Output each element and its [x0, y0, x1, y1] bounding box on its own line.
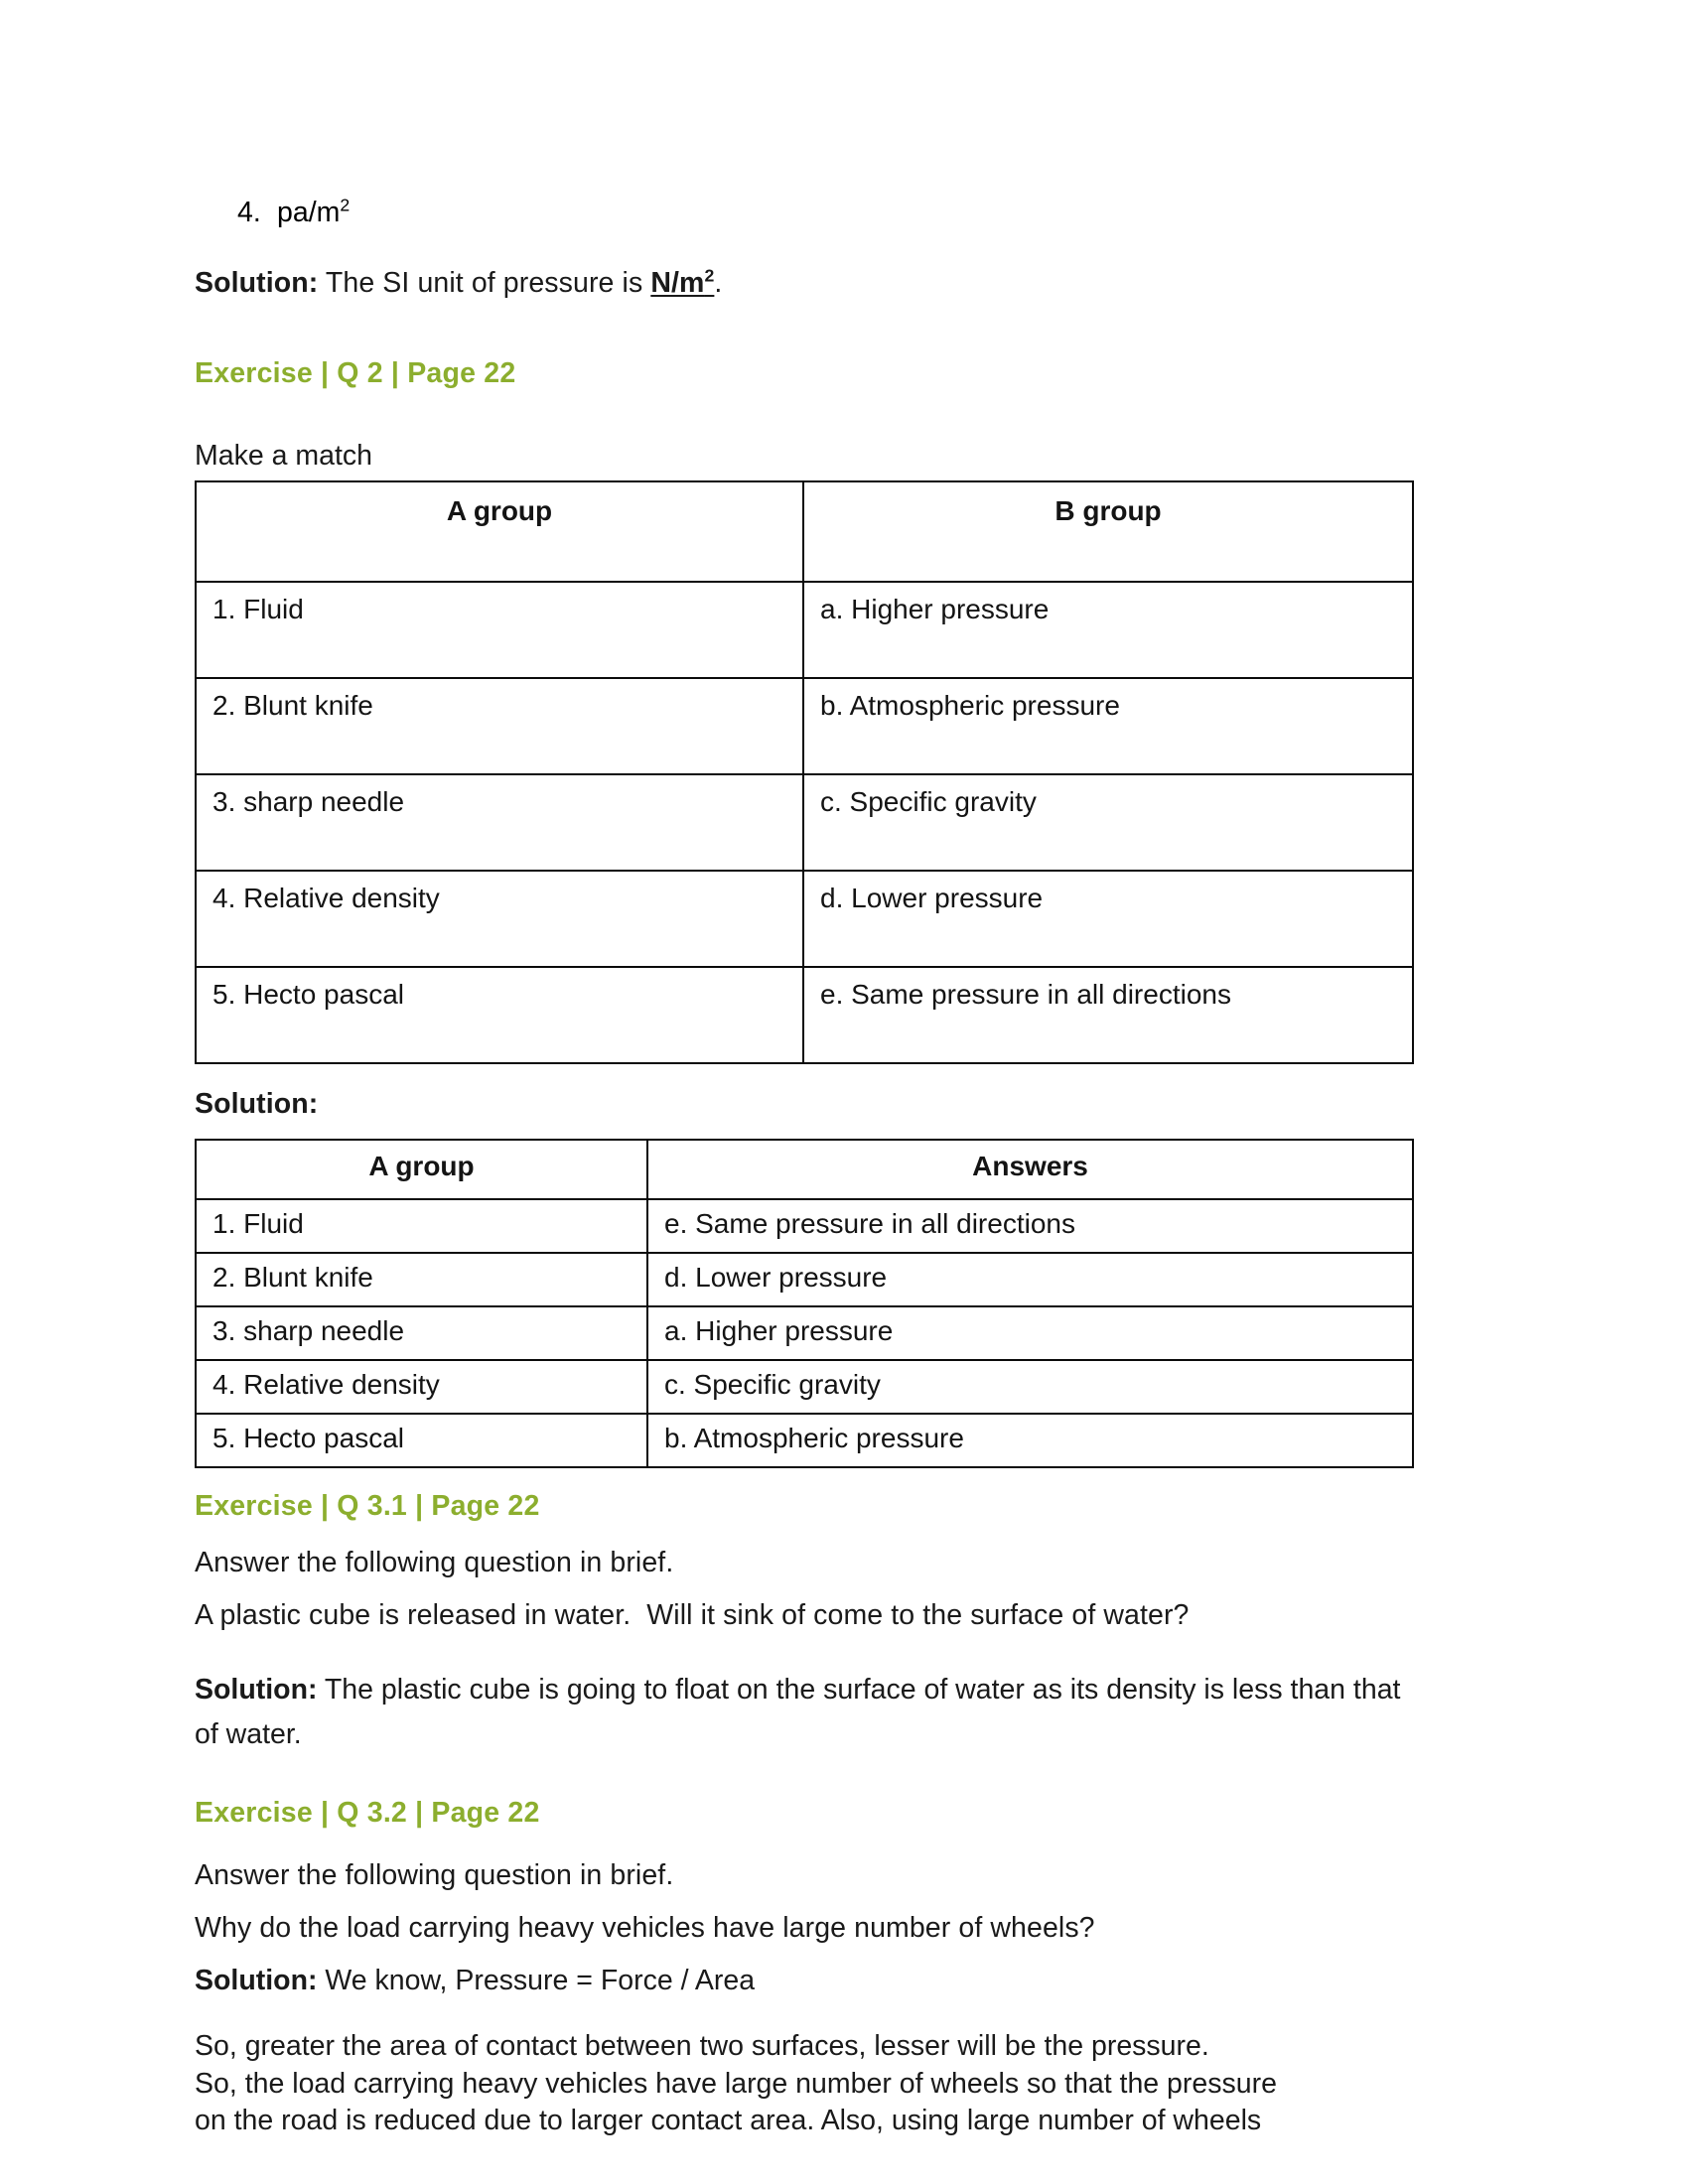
cell-a-group: 1. Fluid — [196, 582, 803, 678]
solution-q1-text-after: . — [714, 267, 723, 300]
q31-solution — [195, 1668, 1419, 1757]
cell-a-group: 4. Relative density — [196, 1360, 647, 1414]
exercise-heading-q32[interactable]: Exercise | Q 3.2 | Page 22 — [195, 1797, 540, 1830]
q2-question-table-wrapper — [195, 480, 1419, 1064]
column-header-answers: Answers — [647, 1140, 1413, 1199]
exercise-heading-q31[interactable]: Exercise | Q 3.1 | Page 22 — [195, 1490, 540, 1523]
q32-solution-text: We know, Pressure = Force / Area — [317, 1965, 756, 1997]
table-row — [196, 1199, 1413, 1253]
q31-question: A plastic cube is released in water. Will it sink of come to the surface of water? — [195, 1599, 1190, 1632]
q32-explanation-line-2: So, the load carrying heavy vehicles have large number of wheels so that the pressure — [195, 2067, 1277, 2100]
table-row — [196, 774, 1413, 871]
solution-label: Solution: — [195, 267, 319, 300]
q2-answer-table-wrapper — [195, 1139, 1419, 1468]
cell-answer: c. Specific gravity — [647, 1360, 1413, 1414]
cell-b-group: b. Atmospheric pressure — [803, 678, 1413, 774]
cell-b-group: a. Higher pressure — [803, 582, 1413, 678]
exercise-heading-q2[interactable]: Exercise | Q 2 | Page 22 — [195, 357, 516, 390]
cell-answer: b. Atmospheric pressure — [647, 1414, 1413, 1467]
q32-explanation — [195, 2028, 1419, 2140]
table-row — [196, 1414, 1413, 1467]
cell-a-group: 1. Fluid — [196, 1199, 647, 1253]
cell-answer: a. Higher pressure — [647, 1306, 1413, 1360]
column-header-a-group: A group — [196, 481, 803, 582]
table-row — [196, 1360, 1413, 1414]
q32-solution — [195, 1963, 1419, 2000]
q31-solution-text: The plastic cube is going to float on the surface of water as its density is less than that of water. — [195, 1674, 1401, 1751]
cell-a-group: 3. sharp needle — [196, 1306, 647, 1360]
q32-question: Why do the load carrying heavy vehicles have large number of wheels? — [195, 1912, 1095, 1945]
option-item-4 — [195, 195, 1419, 231]
option-text-superscript: 2 — [340, 195, 351, 215]
cell-a-group: 3. sharp needle — [196, 774, 803, 871]
cell-a-group: 2. Blunt knife — [196, 678, 803, 774]
solution-q1 — [195, 265, 1419, 302]
cell-b-group: e. Same pressure in all directions — [803, 967, 1413, 1063]
solution-q1-answer-base: N/m — [650, 267, 705, 300]
q31-instruction: Answer the following question in brief. — [195, 1547, 674, 1579]
q2-question-table — [195, 480, 1414, 1064]
option-text — [277, 195, 1419, 231]
cell-b-group: c. Specific gravity — [803, 774, 1413, 871]
cell-a-group: 5. Hecto pascal — [196, 967, 803, 1063]
q32-explanation-line-3: on the road is reduced due to larger contact area. Also, using large number of wheels — [195, 2105, 1262, 2137]
column-header-a-group: A group — [196, 1140, 647, 1199]
table-row — [196, 678, 1413, 774]
cell-a-group: 4. Relative density — [196, 871, 803, 967]
q2-solution-label: Solution: — [195, 1088, 319, 1121]
cell-a-group: 2. Blunt knife — [196, 1253, 647, 1306]
table-row — [196, 967, 1413, 1063]
table-row — [196, 871, 1413, 967]
cell-b-group: d. Lower pressure — [803, 871, 1413, 967]
solution-label: Solution: — [195, 1965, 318, 1997]
table-row — [196, 1253, 1413, 1306]
table-row — [196, 1306, 1413, 1360]
cell-a-group: 5. Hecto pascal — [196, 1414, 647, 1467]
q32-explanation-line-1: So, greater the area of contact between two surfaces, lesser will be the pressure. — [195, 2030, 1209, 2063]
option-text-base: pa/m — [277, 197, 341, 228]
solution-q1-text-before: The SI unit of pressure is — [318, 267, 651, 300]
table-header-row — [196, 1140, 1413, 1199]
solution-q1-answer-superscript: 2 — [704, 265, 715, 286]
column-header-b-group: B group — [803, 481, 1413, 582]
solution-q1-answer — [650, 267, 714, 299]
table-row — [196, 582, 1413, 678]
solution-label: Solution: — [195, 1674, 318, 1706]
cell-answer: e. Same pressure in all directions — [647, 1199, 1413, 1253]
table-header-row — [196, 481, 1413, 582]
page-content — [195, 195, 1419, 2140]
q2-answer-table — [195, 1139, 1414, 1468]
cell-answer: d. Lower pressure — [647, 1253, 1413, 1306]
q2-instruction: Make a match — [195, 440, 372, 473]
option-number: 4. — [237, 197, 261, 228]
q32-instruction: Answer the following question in brief. — [195, 1859, 674, 1892]
